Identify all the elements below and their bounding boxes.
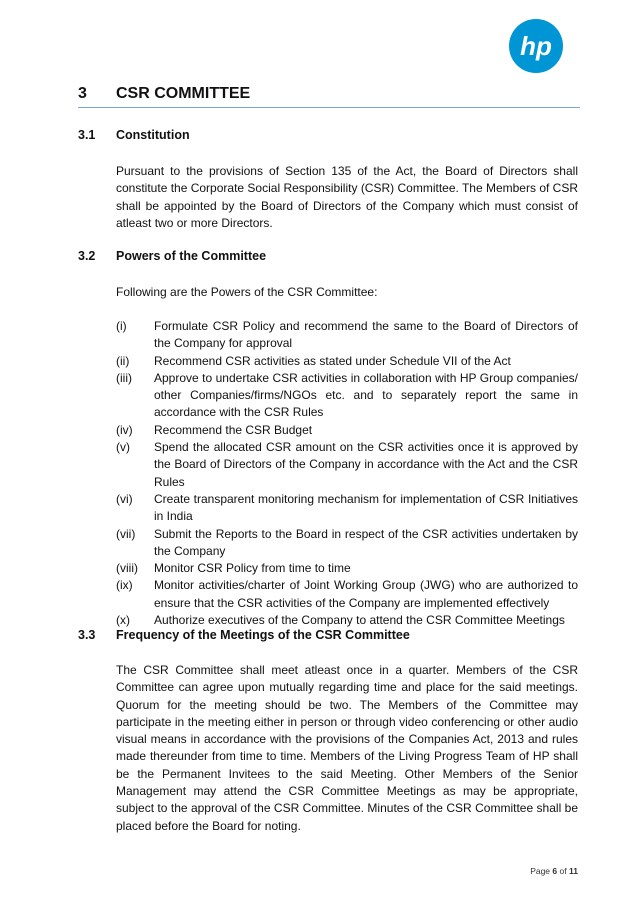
list-item-text: Approve to undertake CSR activities in collaboration with HP Group companies/ other Companies/firms/NGOs etc. and to separately report the same in accordance with the CSR Rules — [154, 370, 578, 420]
list-item-text: Monitor activities/charter of Joint Working Group (JWG) who are authorized to ensure that the CSR activities of the Company are implemented effectively — [154, 578, 578, 610]
subsection-number: 3.2 — [78, 249, 96, 263]
list-item — [116, 353, 578, 370]
powers-list — [116, 318, 578, 629]
hp-logo-mark — [508, 18, 564, 74]
list-numeral: (viii) — [116, 561, 138, 576]
list-item-text: Formulate CSR Policy and recommend the same to the Board of Directors of the Company for approval — [154, 319, 578, 351]
hp-logo-text: hp — [520, 31, 552, 61]
page-label: Page — [530, 866, 551, 876]
list-numeral: (v) — [116, 440, 130, 455]
hp-logo — [508, 18, 564, 74]
subsection-number: 3.3 — [78, 628, 96, 642]
list-item — [116, 491, 578, 526]
list-item-text: Spend the allocated CSR amount on the CSR activities once it is approved by the Board of Directors of the Company in accordance with the Act and the CSR Rules — [154, 440, 578, 489]
subsection-number: 3.1 — [78, 128, 96, 142]
constitution-paragraph: Pursuant to the provisions of Section 135 of the Act, the Board of Directors shall constitute the Corporate Social Responsibility (CSR) Committee. The Members of CSR shall be appointed by the Board of Directors of the Company which must consist of atleast two or more Directors. — [116, 164, 578, 230]
subsection-title: Frequency of the Meetings of the CSR Committee — [116, 628, 410, 642]
list-numeral: (iii) — [116, 370, 132, 385]
list-item — [116, 318, 578, 353]
list-item — [116, 560, 578, 577]
list-item-text: Authorize executives of the Company to attend the CSR Committee Meetings — [154, 613, 565, 628]
list-item — [116, 612, 578, 629]
list-item-text: Recommend CSR activities as stated under Schedule VII of the Act — [154, 353, 511, 368]
section-number: 3 — [78, 85, 87, 102]
powers-intro: Following are the Powers of the CSR Committee: — [116, 285, 378, 299]
page-footer — [530, 866, 578, 876]
list-item-text: Submit the Reports to the Board in respect of the CSR activities undertaken by the Company — [154, 526, 578, 558]
list-numeral: (x) — [116, 613, 130, 628]
list-numeral: (iv) — [116, 422, 133, 437]
list-item — [116, 422, 578, 439]
list-numeral: (vi) — [116, 491, 133, 506]
list-numeral: (ii) — [116, 353, 130, 368]
subsection-title: Powers of the Committee — [116, 249, 267, 263]
list-item-text: Monitor CSR Policy from time to time — [154, 561, 351, 576]
list-numeral: (vii) — [116, 526, 136, 541]
list-item — [116, 370, 578, 422]
list-numeral: (i) — [116, 319, 127, 333]
frequency-paragraph: The CSR Committee shall meet atleast once in a quarter. Members of the CSR Committee can agree upon mutually regarding time and place for the said meetings. Quorum for the meeting should be two. The Members of the Committee may participate in the meeting either in person or through video conferencing or other audio visual means in accordance with the provisions of the Companies Act, 2013 and rules made thereunder from time to time. Members of the Living Progress Team of HP shall be the Permanent Invitees to the said Meeting. Other Members of the Senior Management may attend the CSR Committee Meetings as may be appropriate, subject to the approval of the CSR Committee. Minutes of the CSR Committee shall be placed before the Board for noting. — [116, 663, 578, 833]
list-item-text: Create transparent monitoring mechanism for implementation of CSR Initiatives in India — [154, 491, 578, 524]
list-item-text: Recommend the CSR Budget — [154, 422, 313, 437]
subsection-title: Constitution — [116, 128, 190, 142]
section-title: CSR COMMITTEE — [116, 85, 251, 102]
page-total: 11 — [569, 866, 578, 876]
of-label: of — [559, 866, 567, 876]
list-item — [116, 577, 578, 612]
page-number: 6 — [552, 866, 558, 876]
list-item — [116, 526, 578, 561]
list-item — [116, 439, 578, 491]
list-numeral: (ix) — [116, 578, 133, 593]
section-heading — [78, 83, 580, 108]
